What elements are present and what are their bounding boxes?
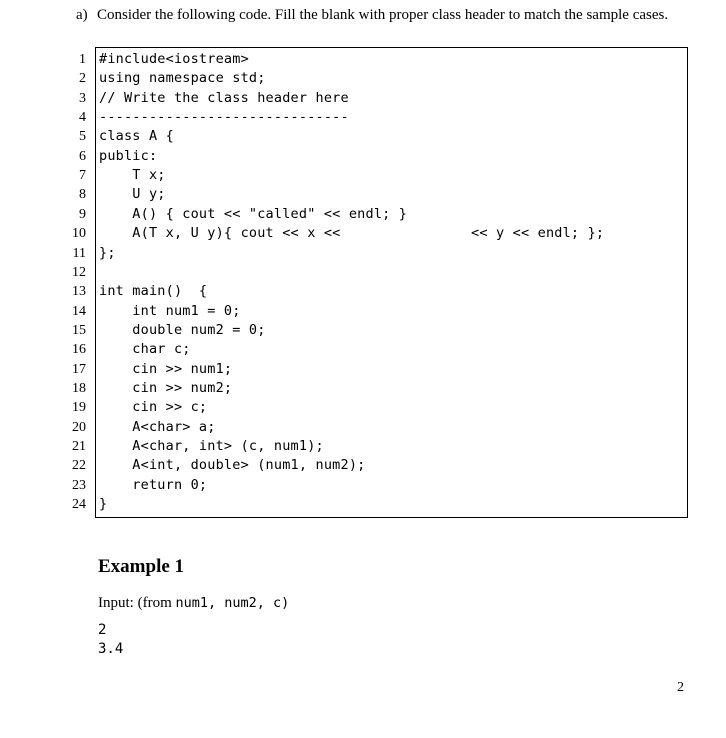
code-line: A<char> a;: [99, 418, 216, 435]
code-line: A(T x, U y){ cout << x <<: [99, 225, 341, 242]
line-number: 16: [72, 342, 86, 358]
code-line: using namespace std;: [99, 70, 266, 87]
code-line: double num2 = 0;: [99, 321, 266, 338]
question-body: Consider the following code. Fill the blank with proper class header to match the sample cases.: [97, 7, 669, 23]
code-line: return 0;: [99, 476, 208, 493]
line-number: 20: [72, 419, 86, 435]
code-line: cin >> num1;: [99, 360, 233, 377]
line-number: 9: [79, 206, 86, 222]
line-number: 2: [79, 71, 86, 87]
line-number: 13: [72, 284, 86, 300]
line-number: 11: [72, 245, 86, 261]
code-line: ------------------------------: [99, 109, 349, 126]
code-line: A() { cout << "called" << endl; }: [99, 205, 408, 222]
line-number: 10: [72, 226, 86, 242]
line-number: 23: [72, 477, 86, 493]
code-line: class A {: [99, 128, 174, 145]
line-number: 8: [79, 187, 86, 203]
code-line: // Write the class header here: [99, 89, 349, 106]
code-line: int main() {: [99, 283, 208, 300]
line-number: 7: [79, 168, 86, 184]
line-number: 14: [72, 303, 86, 319]
code-line: int num1 = 0;: [99, 302, 241, 319]
line-number: 21: [72, 439, 86, 454]
code-line: T x;: [99, 167, 166, 184]
code-line-tail: << y << endl; };: [471, 225, 605, 242]
example-title: Example 1: [98, 556, 185, 577]
line-number: 5: [79, 129, 86, 145]
question-text: [76, 5, 688, 25]
line-number: 24: [72, 497, 86, 513]
line-number: 18: [72, 380, 86, 396]
example-input-value: 3.4: [98, 641, 124, 657]
code-line: cin >> c;: [99, 399, 208, 416]
line-number: 15: [72, 322, 86, 338]
example-input-value: 2: [98, 622, 107, 638]
question-label: a): [76, 7, 88, 23]
page-number: 2: [677, 680, 684, 695]
code-line: U y;: [99, 186, 166, 203]
code-line: public:: [99, 147, 158, 164]
code-line: char c;: [99, 341, 191, 358]
line-number: 17: [72, 361, 86, 377]
line-number: 6: [79, 148, 86, 164]
line-number: 19: [72, 400, 86, 416]
line-number: 3: [79, 90, 86, 106]
code-line: A<char, int> (c, num1);: [99, 438, 324, 454]
line-number: 4: [79, 110, 86, 126]
code-line: };: [99, 244, 116, 261]
code-line: }: [99, 496, 108, 513]
line-number: 1: [79, 52, 86, 67]
input-label-text: Input: (from: [98, 595, 172, 611]
code-line: cin >> num2;: [99, 379, 233, 396]
example-input-label: [98, 595, 289, 612]
line-number: 22: [72, 458, 86, 474]
code-line: A<int, double> (num1, num2);: [99, 457, 366, 474]
code-line: #include<iostream>: [99, 51, 249, 67]
input-variables: num1, num2, c): [175, 595, 290, 611]
line-number: 12: [72, 264, 86, 280]
